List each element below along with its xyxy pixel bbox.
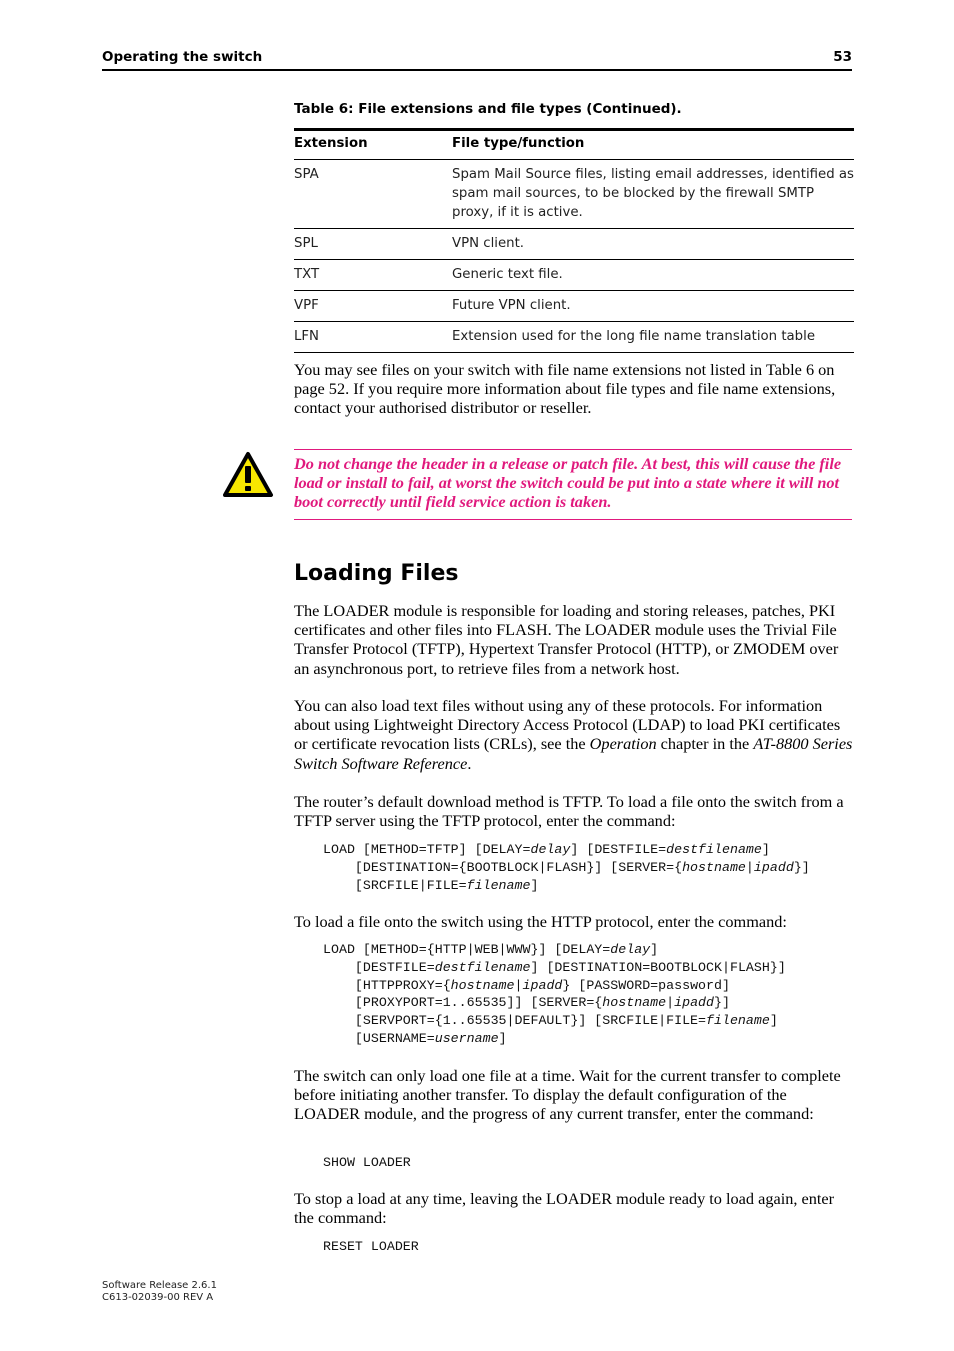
command-text: }] [SRCFILE|FILE= — [354, 859, 810, 893]
table-caption: Table 6: File extensions and file types (Continued). — [294, 101, 682, 117]
command-parameter: ipadd — [753, 859, 794, 875]
stop-load-paragraph: To stop a load at any time, leaving the LOADER module ready to load again, enter the command: — [294, 1189, 835, 1228]
section-heading: Loading Files — [294, 561, 459, 586]
command-text: ] — [498, 1030, 507, 1046]
command-text: ] [DESTFILE= — [570, 842, 667, 857]
command-text: ] [DESTINATION=BOOTBLOCK|FLASH}] [HTTPPROXY={ — [354, 959, 786, 993]
intro-paragraph: You may see files on your switch with file name extensions not listed in Table 6 on page 52. If you require more information about file types and file name extensions, contact your authorised distributor or reseller. — [294, 360, 836, 418]
table-header-row — [294, 130, 854, 160]
command-text: LOAD [METHOD={HTTP|WEB|WWW}] [DELAY= — [323, 942, 611, 957]
command-text: | — [514, 977, 523, 993]
ldap-paragraph — [294, 696, 854, 773]
command-text: | — [745, 859, 754, 875]
command-parameter: destfilename — [666, 842, 762, 857]
page-number: 53 — [833, 49, 852, 65]
description-cell: Spam Mail Source files, listing email addresses, identified as spam mail sources, to be blocked by the firewall SMTP proxy, if it is active. — [452, 167, 854, 220]
page-footer — [102, 1280, 217, 1304]
command-parameter: destfilename — [434, 959, 531, 975]
reset-loader-command: RESET LOADER — [323, 1239, 419, 1254]
tftp-paragraph: The router’s default download method is TFTP. To load a file onto the switch from a TFTP server using the TFTP protocol, enter the command: — [294, 792, 844, 831]
column-header-file-type: File type/function — [452, 136, 585, 151]
document-number: C613-02039-00 REV A — [102, 1292, 214, 1303]
file-extensions-table — [294, 128, 854, 353]
command-parameter: hostname — [602, 995, 667, 1011]
command-parameter: ipadd — [522, 977, 563, 993]
table-row — [294, 260, 854, 291]
table-row — [294, 229, 854, 260]
command-text: ] — [530, 877, 539, 893]
command-parameter: username — [434, 1030, 499, 1046]
column-header-extension: Extension — [294, 136, 368, 151]
command-parameter: delay — [530, 842, 571, 857]
table-row — [294, 322, 854, 353]
command-parameter: ipadd — [674, 995, 715, 1011]
operation-reference: Operation — [589, 734, 657, 754]
http-paragraph: To load a file onto the switch using the HTTP protocol, enter the command: — [294, 912, 787, 931]
extension-cell: VPF — [294, 298, 319, 313]
warning-text: Do not change the header in a release or patch file. At best, this will cause the file load or install to fail, at worst the switch could be put into a state where it will not boot correctly until field service action is taken. — [294, 454, 842, 512]
ldap-text-end: . — [467, 753, 472, 773]
warning-callout — [294, 449, 852, 520]
description-cell: Generic text file. — [452, 267, 563, 282]
page-header — [102, 48, 852, 71]
command-text: ] [DESTINATION={BOOTBLOCK|FLASH}] [SERVER={ — [354, 842, 770, 875]
command-text: ] [DESTFILE= — [354, 942, 659, 975]
extension-cell: SPL — [294, 236, 318, 251]
command-text: LOAD [METHOD=TFTP] [DELAY= — [323, 842, 531, 857]
command-text: ] [USERNAME= — [354, 1013, 778, 1046]
command-parameter: hostname — [682, 859, 746, 875]
ldap-text-mid: chapter in the — [656, 734, 754, 754]
single-transfer-paragraph: The switch can only load one file at a time. Wait for the current transfer to complete before initiating another transfer. To display the default configuration of the LOADER module, and the progress of any current transfer, enter the command: — [294, 1066, 841, 1124]
command-text: }] [SERVPORT={1..65535|DEFAULT}] [SRCFILE|FILE= — [354, 995, 730, 1029]
software-release: Software Release 2.6.1 — [102, 1280, 217, 1291]
show-loader-command: SHOW LOADER — [323, 1155, 411, 1170]
description-cell: Future VPN client. — [452, 298, 571, 313]
extension-cell: TXT — [294, 267, 320, 282]
table-row — [294, 160, 854, 229]
command-parameter: filename — [466, 877, 531, 893]
description-cell: Extension used for the long file name translation table — [452, 329, 816, 344]
warning-triangle-icon — [222, 451, 274, 498]
software-reference-title: AT-8800 Series Switch Software Reference — [294, 734, 853, 773]
extension-cell: SPA — [294, 167, 319, 182]
command-parameter: filename — [706, 1013, 770, 1029]
command-text: | — [666, 995, 675, 1011]
loader-intro-paragraph: The LOADER module is responsible for loading and storing releases, patches, PKI certificates and other files into FLASH. The LOADER module uses the Trivial File Transfer Protocol (TFTP), Hypertext Transfer Protocol (HTTP), or ZMODEM over an asynchronous port, to retrieve files from a network host. — [294, 601, 839, 678]
command-parameter: delay — [610, 942, 651, 957]
http-load-command — [323, 941, 863, 1048]
command-parameter: hostname — [450, 977, 515, 993]
table-row — [294, 291, 854, 322]
tftp-load-command — [323, 841, 863, 894]
header-section-title: Operating the switch — [102, 49, 263, 65]
extension-cell: LFN — [294, 329, 320, 344]
description-cell: VPN client. — [452, 236, 525, 251]
ldap-text-start: You can also load text files without using any of these protocols. For information about using Lightweight Directory Access Protocol (LDAP) to load PKI certificates or certificate revocation lists (CRLs), see the — [294, 696, 841, 754]
command-text: } [PASSWORD=password] [PROXYPORT=1..65535]] [SERVER={ — [354, 977, 730, 1011]
